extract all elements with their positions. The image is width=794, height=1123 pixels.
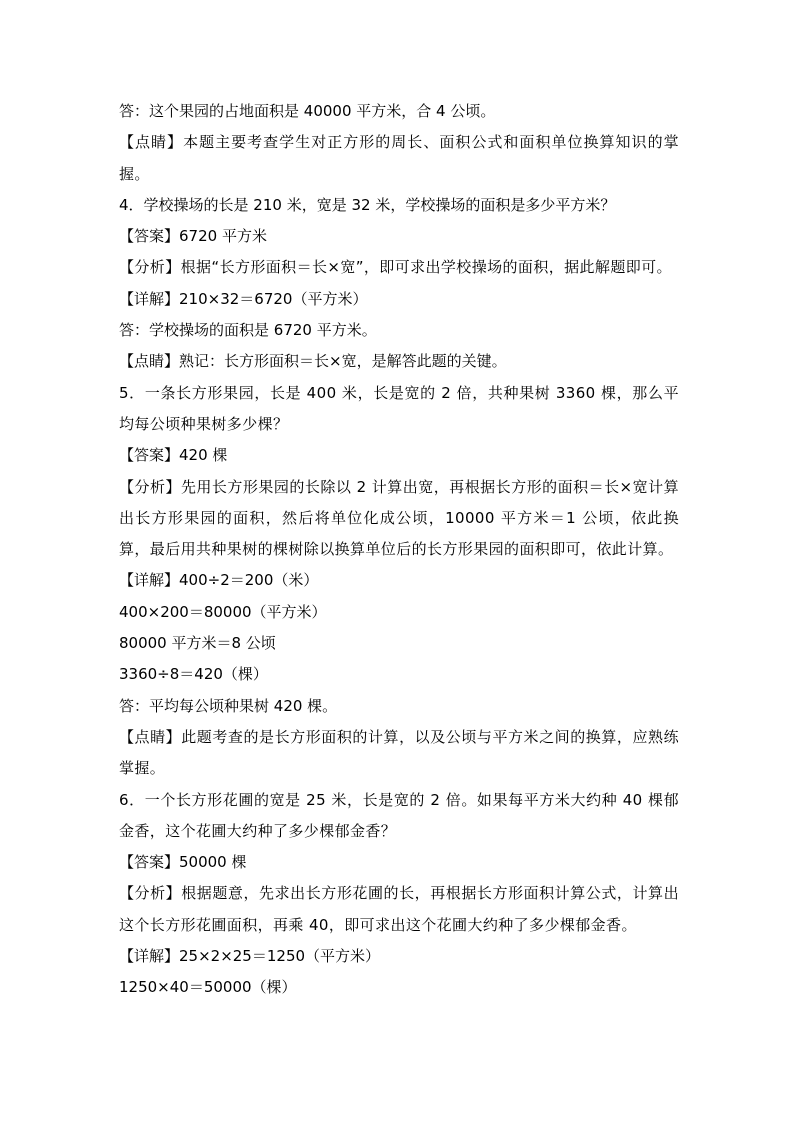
answer-key: 【答案】420 棵 xyxy=(119,446,228,465)
answer-key: 【答案】50000 棵 xyxy=(119,853,247,872)
solution-line: 80000 平方米＝8 公顷 xyxy=(119,634,276,653)
remark-paragraph: 【点睛】此题考查的是长方形面积的计算，以及公顷与平方米之间的换算，应熟练掌握。 xyxy=(119,727,679,778)
analysis-paragraph: 【分析】先用长方形果园的长除以 2 计算出宽，再根据长方形的面积＝长×宽计算出长方形果园的面积，然后将单位化成公顷，10000 平方米＝1 公顷，依此换算，最后用共种果树的棵树除以换算单位后的长方形果园的面积即可，依此计算。 xyxy=(119,477,679,559)
document-body xyxy=(119,96,679,1004)
analysis-paragraph: 【分析】根据“长方形面积＝长×宽”，即可求出学校操场的面积，据此解题即可。 xyxy=(119,258,672,277)
remark-paragraph: 【点睛】熟记：长方形面积＝长×宽，是解答此题的关键。 xyxy=(119,352,507,371)
question-4: 4．学校操场的长是 210 米，宽是 32 米，学校操场的面积是多少平方米？ xyxy=(119,195,616,214)
solution-line: 【详解】210×32＝6720（平方米） xyxy=(119,289,368,308)
remark-paragraph: 【点睛】本题主要考查学生对正方形的周长、面积公式和面积单位换算知识的掌握。 xyxy=(119,133,679,183)
answer-key: 【答案】6720 平方米 xyxy=(119,227,267,246)
answer-statement: 答：学校操场的面积是 6720 平方米。 xyxy=(119,321,377,340)
question-5: 5．一条长方形果园，长是 400 米，长是宽的 2 倍，共种果树 3360 棵，那么平均每公顷种果树多少棵？ xyxy=(119,383,679,433)
solution-line: 1250×40＝50000（棵） xyxy=(119,978,297,997)
analysis-paragraph: 【分析】根据题意，先求出长方形花圃的长，再根据长方形面积计算公式，计算出这个长方形花圃面积，再乘 40，即可求出这个花圃大约种了多少棵郁金香。 xyxy=(119,884,679,934)
question-6: 6．一个长方形花圃的宽是 25 米，长是宽的 2 倍。如果每平方米大约种 40 棵郁金香，这个花圃大约种了多少棵郁金香？ xyxy=(119,790,679,840)
solution-line: 【详解】25×2×25＝1250（平方米） xyxy=(119,947,381,966)
solution-line: 3360÷8＝420（棵） xyxy=(119,665,268,684)
solution-line: 【详解】400÷2＝200（米） xyxy=(119,571,319,590)
answer-statement: 答：平均每公顷种果树 420 棵。 xyxy=(119,696,338,715)
solution-line: 400×200＝80000（平方米） xyxy=(119,602,327,621)
answer-statement: 答：这个果园的占地面积是 40000 平方米，合 4 公顷。 xyxy=(119,102,496,120)
